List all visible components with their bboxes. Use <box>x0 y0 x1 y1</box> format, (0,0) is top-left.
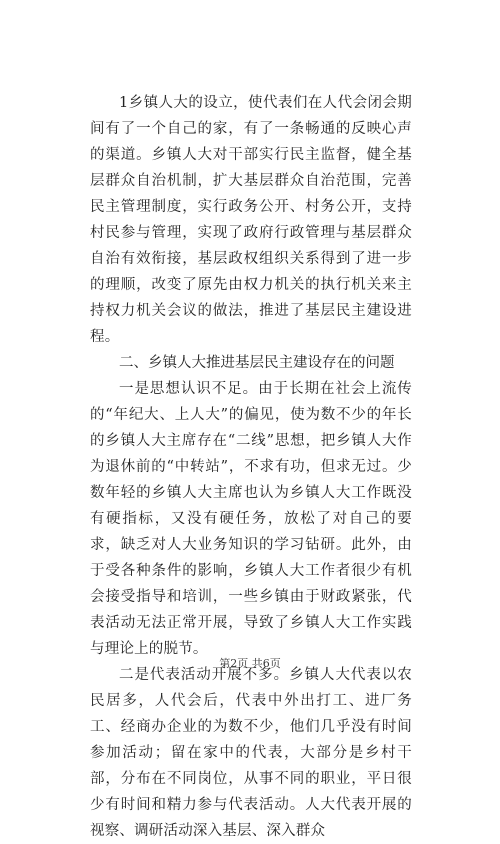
section-heading-problems: 二、乡镇人大推进基层民主建设存在的问题 <box>119 355 395 371</box>
paragraph-establishment: 1乡镇人大的设立，使代表们在人代会闭会期间有了一个自己的家，有了一条畅通的反映心声的渠道。乡镇人大对干部实行民主监督，健全基层群众自治机制，扩大基层群众自治范围，完善民主管理制度，实行政务公开、村务公开，支持村民参与管理，实现了政府行政管理与基层群众自治有效衔接，基层政权组织关系得到了进一步的理顺，改变了原先由权力机关的执行机关来主持权力机关会议的做法，推进了基层民主建设进程。 <box>90 95 412 345</box>
page-footer: 第2页 共6页 <box>219 657 281 670</box>
paragraph-awareness: 一是思想认识不足。由于长期在社会上流传的“年纪大、上人大”的偏见，使为数不少的年长的乡镇人大主席存在“二线”思想，把乡镇人大作为退休前的“中转站”，不求有功，但求无过。少数年轻的乡镇人大主席也认为乡镇人大工作既没有硬指标，又没有硬任务，放松了对自己的要求，缺乏对人大业务知识的学习钻研。此外，由于受各种条件的影响，乡镇人大工作者很少有机会接受指导和培训，一些乡镇由于财政紧张，代表活动无法正常开展，导致了乡镇人大工作实践与理论上的脱节。 <box>90 381 412 657</box>
paragraph-representative-activities: 二是代表活动开展不多。乡镇人大代表以农民居多，人代会后，代表中外出打工、进厂务工、经商办企业的为数不少，他们几乎没有时间参加活动；留在家中的代表，大部分是乡村干部，分布在不同岗位，从事不同的职业，平日很少有时间和精力参与代表活动。人大代表开展的视察、调研活动深入基层、深入群众 <box>90 667 412 839</box>
document-body <box>90 90 412 844</box>
